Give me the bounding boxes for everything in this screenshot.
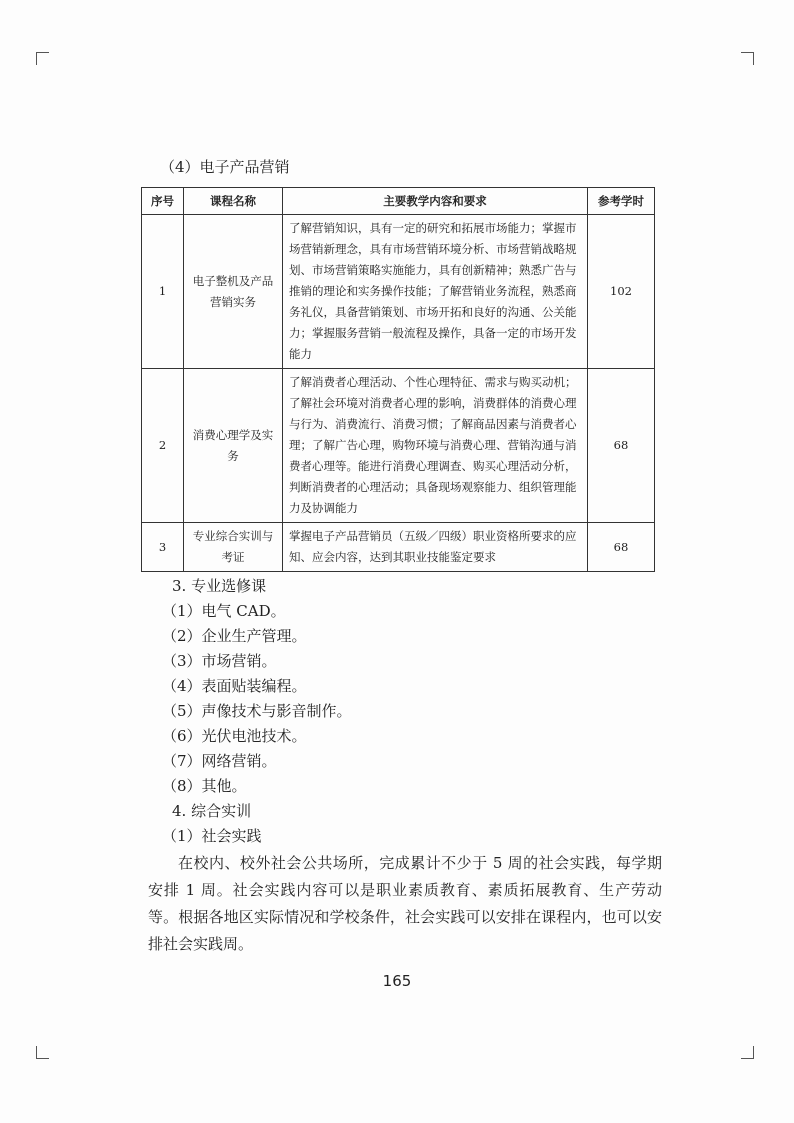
row-no: 3	[142, 523, 184, 572]
row-no: 1	[142, 215, 184, 369]
row-content: 掌握电子产品营销员（五级／四级）职业资格所要求的应知、应会内容，达到其职业技能鉴定要求	[283, 523, 588, 572]
header-content: 主要教学内容和要求	[283, 188, 588, 215]
training-heading: 4. 综合实训	[172, 802, 252, 820]
course-table	[141, 187, 655, 572]
elective-item: （8）其他。	[162, 777, 247, 795]
elective-item: （7）网络营销。	[162, 752, 277, 770]
row-content: 了解消费者心理活动、个性心理特征、需求与购买动机；了解社会环境对消费者心理的影响，消费群体的消费心理与行为、消费流行、消费习惯；了解商品因素与消费者心理；了解广告心理，购物环境与消费心理、营销沟通与消费者心理等。能进行消费心理调查、购买心理活动分析，判断消费者的心理活动；具备现场观察能力、组织管理能力及协调能力	[283, 369, 588, 523]
row-course-name: 专业综合实训与考证	[184, 523, 283, 572]
training-subheading: （1）社会实践	[162, 827, 262, 845]
elective-item: （4）表面贴装编程。	[162, 677, 307, 695]
crop-mark-bottom-right	[741, 1046, 754, 1059]
row-hours: 68	[588, 523, 655, 572]
table-header-row	[142, 188, 655, 215]
crop-mark-top-right	[741, 52, 754, 65]
crop-mark-top-left	[36, 52, 49, 65]
table-row	[142, 523, 655, 572]
elective-item: （3）市场营销。	[162, 652, 277, 670]
row-hours: 102	[588, 215, 655, 369]
row-course-name: 电子整机及产品营销实务	[184, 215, 283, 369]
page-number: 165	[382, 972, 412, 990]
elective-item: （1）电气 CAD。	[162, 602, 286, 620]
section-title: （4）电子产品营销	[160, 158, 290, 176]
elective-heading: 3. 专业选修课	[172, 577, 267, 595]
header-course-name: 课程名称	[184, 188, 283, 215]
header-hours: 参考学时	[588, 188, 655, 215]
table-row	[142, 215, 655, 369]
crop-mark-bottom-left	[36, 1046, 49, 1059]
table-row	[142, 369, 655, 523]
elective-item: （5）声像技术与影音制作。	[162, 702, 352, 720]
row-content: 了解营销知识，具有一定的研究和拓展市场能力；掌握市场营销新理念，具有市场营销环境分析、市场营销战略规划、市场营销策略实施能力，具有创新精神；熟悉广告与推销的理论和实务操作技能；了解营销业务流程，熟悉商务礼仪，具备营销策划、市场开拓和良好的沟通、公关能力；掌握服务营销一般流程及操作，具备一定的市场开发能力	[283, 215, 588, 369]
row-course-name: 消费心理学及实务	[184, 369, 283, 523]
row-no: 2	[142, 369, 184, 523]
elective-item: （6）光伏电池技术。	[162, 727, 307, 745]
row-hours: 68	[588, 369, 655, 523]
elective-item: （2）企业生产管理。	[162, 627, 307, 645]
training-paragraph: 在校内、校外社会公共场所，完成累计不少于 5 周的社会实践，每学期安排 1 周。社会实践内容可以是职业素质教育、素质拓展教育、生产劳动等。根据各地区实际情况和学校条件，社会实践可以安排在课程内，也可以安排社会实践周。	[148, 854, 662, 953]
header-no: 序号	[142, 188, 184, 215]
